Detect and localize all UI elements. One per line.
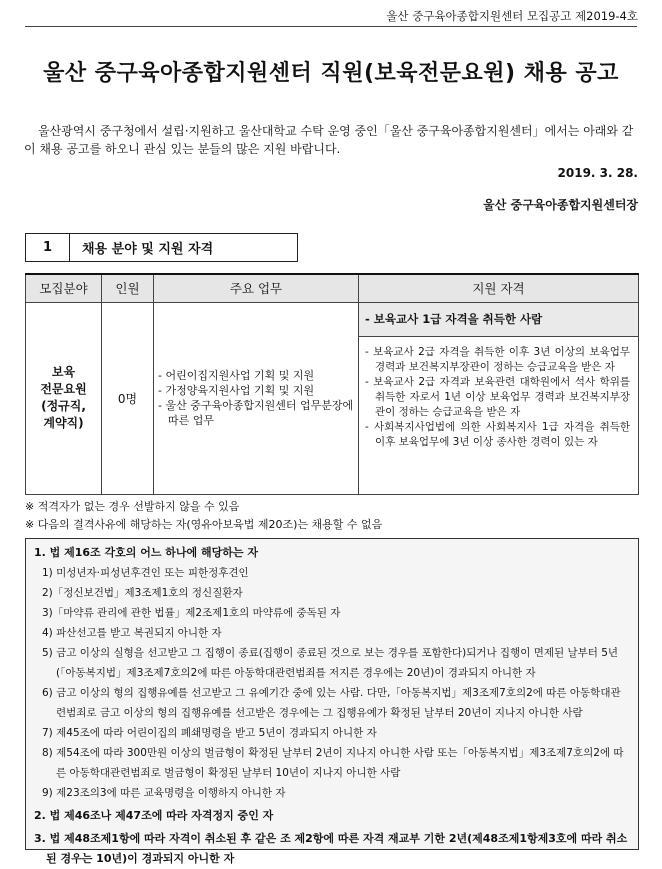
recruit-field: 보육 전문요원 (정규직, 계약직) — [26, 302, 102, 494]
notice-reference: 울산 중구육아종합지원센터 모집공고 제2019-4호 — [386, 9, 638, 23]
disqualification-item: 9) 제23조의3에 따른 교육명령을 이행하지 아니한 자 — [42, 787, 286, 799]
requirement-item: - 보육교사 2급 자격과 보육관련 대학원에서 석사 학위를 취득한 자로서 1년 이상 보육업무 경력과 보건복지부장관이 정하는 승급교육을 받은 자 — [365, 375, 630, 418]
note-item: ※ 적격자가 없는 경우 선발하지 않을 수 있음 — [25, 500, 240, 513]
requirement-item: - 사회복지사업법에 의한 사회복지사 1급 자격을 취득한 이후 보육업무에 3년 이상 종사한 경력이 있는 자 — [365, 420, 630, 448]
disqualification-item: 8) 제54조에 따라 300만원 이상의 벌금형이 확정된 날부터 2년이 지나지 아니한 사람 또는「아동복지법」제3조제7호의2에 따른 아동학대관련범죄로 벌금형이 확정된 날부터 10년이 지나지 아니한 사람 — [42, 747, 624, 779]
disqualification-item: 5) 금고 이상의 실형을 선고받고 그 집행이 종료(집행이 종료된 것으로 보는 경우를 포함한다)되거나 집행이 면제된 날부터 5년(「아동복지법」제3조제7호의2에 따른 아동학대관련범죄를 저지른 경우에는 20년)이 경과되지 아니한 자 — [42, 647, 619, 679]
primary-requirement — [359, 303, 638, 337]
notice-date: 2019. 3. 28. — [557, 166, 638, 180]
requirements-cell — [359, 302, 639, 494]
primary-requirement-text: - 보육교사 1급 자격을 취득한 사람 — [365, 312, 543, 326]
disqualification-item: 3)「마약류 관리에 관한 법률」제2조제1호의 마약류에 중독된 자 — [42, 607, 341, 619]
duty-item: - 가정양육지원사업 기획 및 지원 — [158, 384, 315, 397]
section-title: 채용 분야 및 지원 자격 — [70, 233, 298, 262]
disqualification-heading-2: 2. 법 제46조나 제47조에 따라 자격정지 중인 자 — [34, 809, 274, 822]
intro-paragraph: 울산광역시 중구청에서 설립·지원하고 울산대학교 수탁 운영 중인「울산 중구육아종합지원센터」에서는 아래와 같이 채용 공고를 하오니 관심 있는 분들의 많은 지원 바랍니다. — [24, 124, 634, 156]
disqualification-heading-1: 1. 법 제16조 각호의 어느 하나에 해당하는 자 — [34, 546, 258, 559]
issuing-organization: 울산 중구육아종합지원센터장 — [483, 198, 638, 212]
recruit-count: 0명 — [102, 302, 154, 494]
duty-item: - 어린이집지원사업 기획 및 지원 — [158, 369, 315, 382]
disqualification-item: 7) 제45조에 따라 어린이집의 폐쇄명령을 받고 5년이 경과되지 아니한 자 — [42, 727, 377, 739]
duties-cell — [154, 302, 359, 494]
disqualification-item: 4) 파산선고를 받고 복권되지 아니한 자 — [42, 627, 222, 639]
header-divider — [25, 26, 637, 27]
section-heading — [25, 233, 298, 262]
col-header-requirements: 지원 자격 — [359, 274, 639, 302]
duty-item: - 울산 중구육아종합지원센터 업무분장에 따른 업무 — [158, 399, 354, 427]
disqualification-item: 2)「정신보건법」제3조제1호의 정신질환자 — [42, 587, 243, 599]
col-header-duties: 주요 업무 — [154, 274, 359, 302]
section-number: 1 — [25, 233, 70, 262]
disqualification-box — [25, 538, 639, 865]
page-title: 울산 중구육아종합지원센터 직원(보육전문요원) 채용 공고 — [43, 61, 619, 86]
recruitment-table — [25, 273, 639, 495]
col-header-field: 모집분야 — [26, 274, 102, 302]
disqualification-heading-3: 3. 법 제48조제1항에 따라 자격이 취소된 후 같은 조 제2항에 따른 자격 재교부 기한 2년(제48조제1항제3호에 따라 취소된 경우는 10년)이 경과되지 아니한 자 — [34, 832, 628, 865]
notes — [25, 498, 382, 534]
disqualification-item: 1) 미성년자·피성년후견인 또는 피한정후견인 — [42, 567, 249, 579]
requirement-item: - 보육교사 2급 자격을 취득한 이후 3년 이상의 보육업무 경력과 보건복지부장관이 정하는 승급교육을 받은 자 — [365, 345, 630, 373]
alternative-requirements — [359, 337, 638, 458]
note-item: ※ 다음의 결격사유에 해당하는 자(영유아보육법 제20조)는 채용할 수 없음 — [25, 518, 383, 531]
disqualification-item: 6) 금고 이상의 형의 집행유예를 선고받고 그 유예기간 중에 있는 사람. 다만,「아동복지법」제3조제7호의2에 따른 아동학대관련범죄로 금고 이상의 형의 집행유예를 선고받은 경우에는 그 집행유예가 확정된 날부터 20년이 지나지 아니한 사람 — [42, 687, 621, 719]
col-header-count: 인원 — [102, 274, 154, 302]
